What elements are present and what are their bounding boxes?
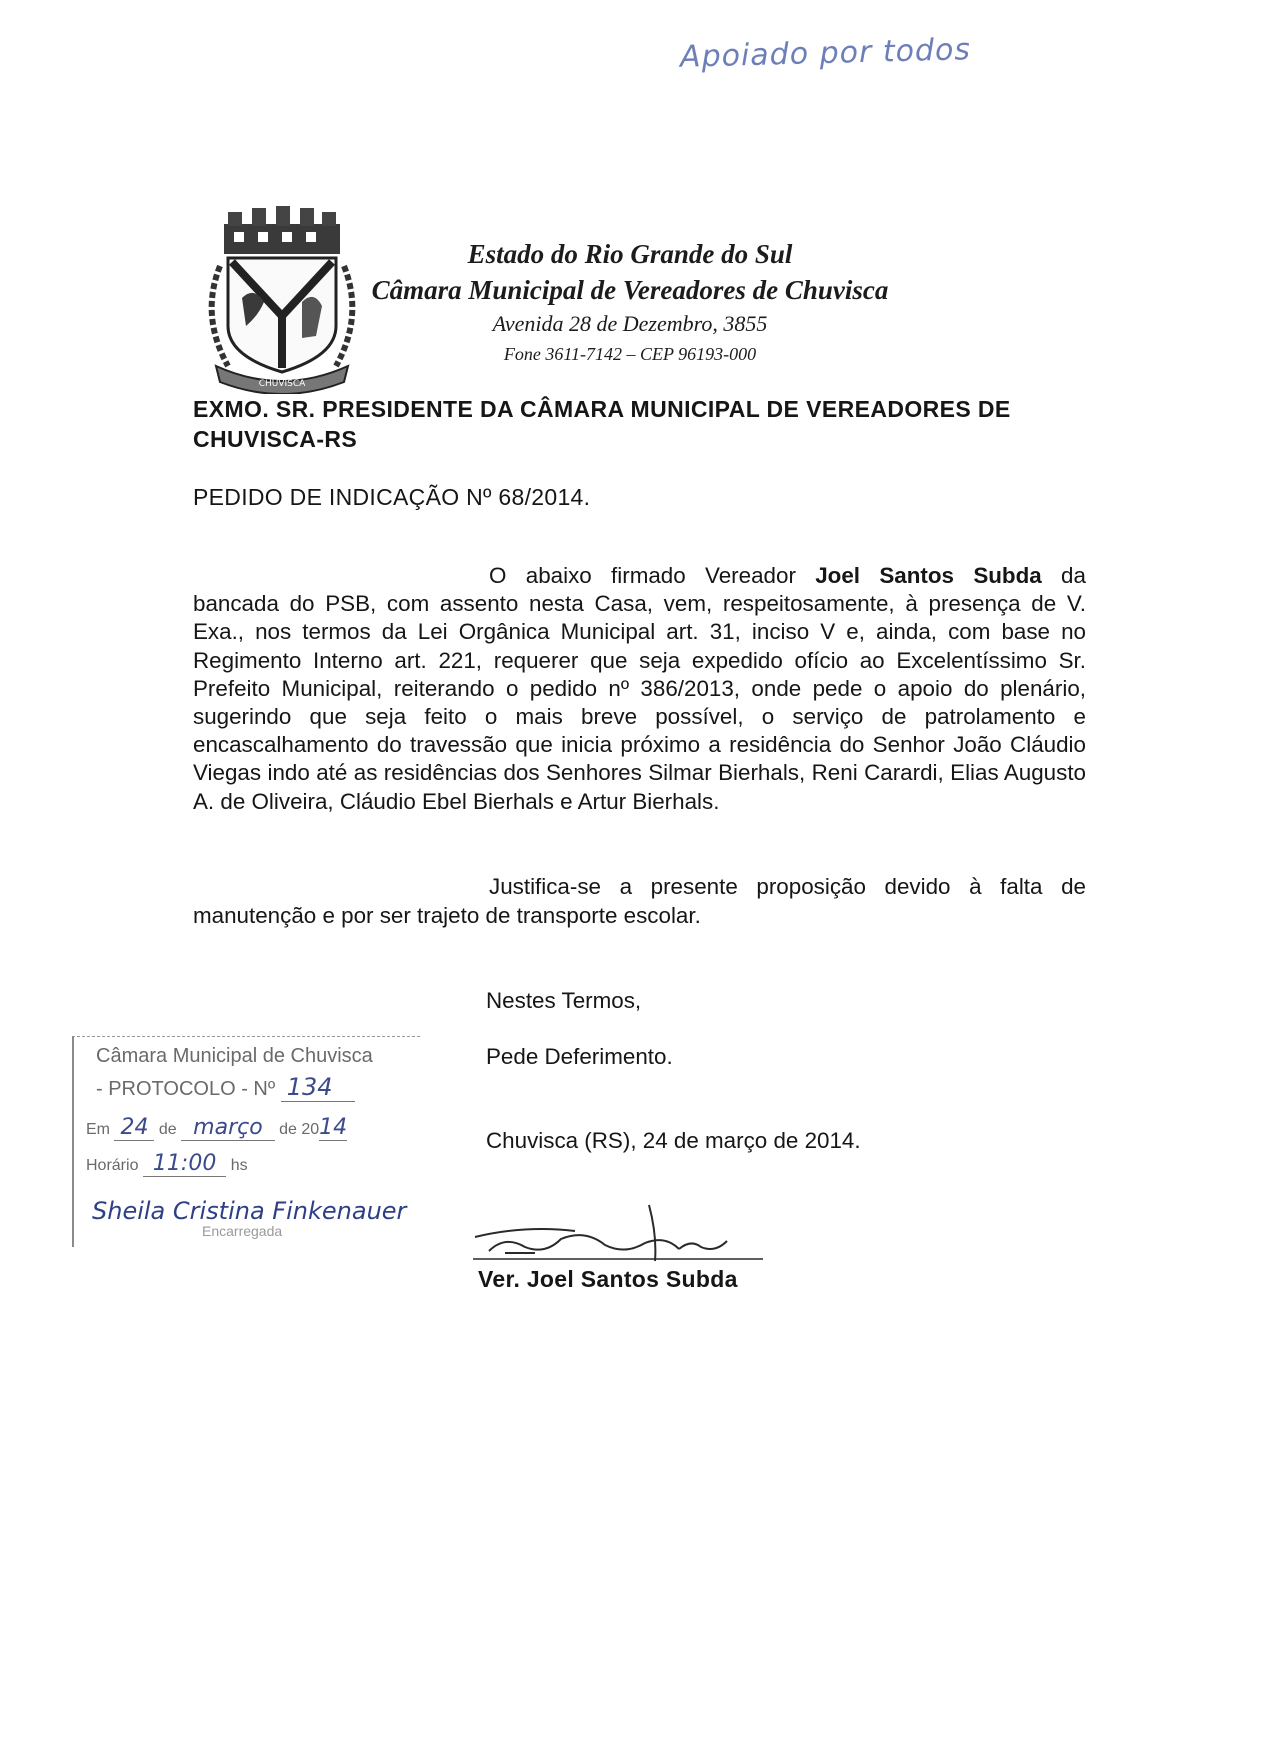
body-part2: da bancada do PSB, com assento nesta Casa, vem, respeitosamente, à presença de V. Exa., nos termos da Lei Orgânica Municipal art. 31, inciso V e, ainda, com base no Regimento Interno art. 221, requerer que seja expedido ofício ao Excelentíssimo Sr. Prefeito Municipal, reiterando o pedido nº 386/2013, onde pede o apoio do plenário, sugerindo que seja feito o mais breve possível, o serviço de patrolamento e encascalhamento do travessão que inicia próximo a residência do Senhor João Cláudio Viegas indo até as residências dos Senhores Silmar Bierhals, Reni Carardi, Elias Augusto A. de Oliveira, Cláudio Ebel Bierhals e Artur Bierhals. <box>193 563 1086 814</box>
letterhead-phone: Fone 3611-7142 – CEP 96193-000 <box>503 344 757 364</box>
handwritten-note: Apoiado por todos <box>679 32 972 75</box>
letterhead <box>340 236 920 368</box>
body-part1: O abaixo firmado Vereador <box>489 563 816 588</box>
closing-terms: Nestes Termos, <box>486 988 642 1013</box>
place-date: Chuvisca (RS), 24 de março de 2014. <box>486 1128 861 1153</box>
stamp-month: março <box>181 1115 275 1141</box>
stamp-year: 14 <box>319 1115 348 1140</box>
document-reference: PEDIDO DE INDICAÇÃO Nº 68/2014. <box>193 484 591 510</box>
stamp-year-label: de 20 <box>279 1121 320 1138</box>
stamp-protocolo-label: - PROTOCOLO - Nº <box>96 1078 276 1100</box>
stamp-em-label: Em <box>86 1121 110 1138</box>
stamp-hs-label: hs <box>230 1157 248 1174</box>
stamp-signer: Sheila Cristina Finkenauer <box>92 1197 407 1225</box>
stamp-day: 24 <box>114 1115 154 1141</box>
stamp-protocolo-number: 134 <box>281 1073 355 1102</box>
councilman-name: Joel Santos Subda <box>815 563 1042 588</box>
stamp-time: 11:00 <box>143 1151 226 1177</box>
protocol-stamp <box>72 1036 420 1247</box>
justification-text: Justifica-se a presente proposição devido à falta de manutenção e por ser trajeto de transporte escolar. <box>193 874 1086 928</box>
signature-scribble <box>465 1195 765 1275</box>
justification-paragraph <box>193 872 1086 930</box>
letterhead-chamber: Câmara Municipal de Vereadores de Chuvisca <box>371 275 889 305</box>
closing-request: Pede Deferimento. <box>486 1044 673 1069</box>
signature-name: Ver. Joel Santos Subda <box>478 1266 738 1292</box>
addressee: EXMO. SR. PRESIDENTE DA CÂMARA MUNICIPAL DE VEREADORES DE CHUVISCA-RS <box>193 396 1011 452</box>
letterhead-state: Estado do Rio Grande do Sul <box>467 239 793 269</box>
crest-banner-text: CHUVISCA <box>258 379 306 389</box>
stamp-role: Encarregada <box>202 1223 283 1239</box>
stamp-horario-label: Horário <box>86 1157 139 1174</box>
letterhead-address: Avenida 28 de Dezembro, 3855 <box>492 311 768 336</box>
stamp-title: Câmara Municipal de Chuvisca <box>96 1045 373 1067</box>
body-paragraph <box>193 562 1086 816</box>
stamp-de-label: de <box>158 1121 177 1138</box>
